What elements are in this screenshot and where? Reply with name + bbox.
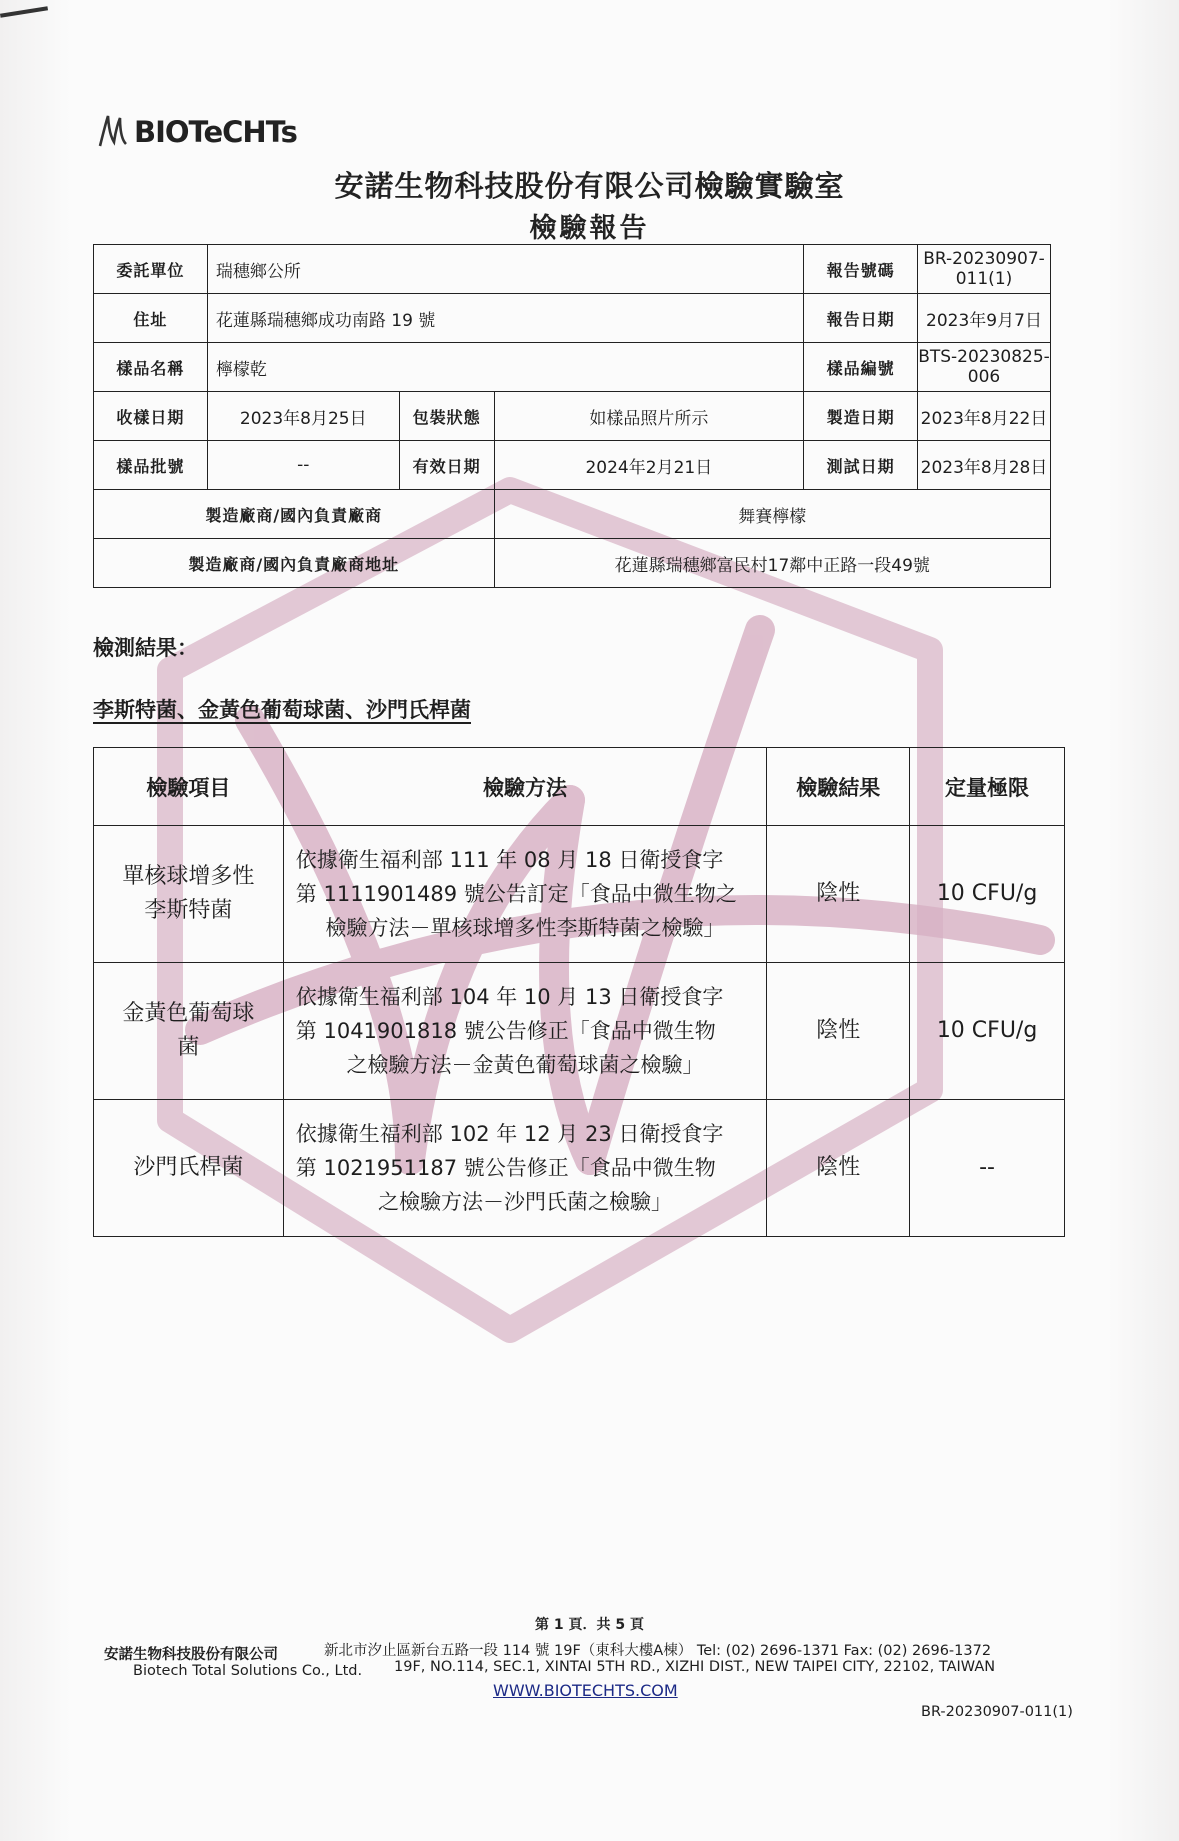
method-line: 之檢驗方法－金黃色葡萄球菌之檢驗」: [346, 1053, 704, 1077]
info-row: [94, 343, 1051, 392]
logo-text: BIOTeCHTs: [134, 115, 297, 149]
expiry-value: 2024年2月21日: [494, 441, 804, 490]
maker-address-label: 製造廠商/國內負責廠商地址: [94, 539, 495, 588]
results-subheading: 李斯特菌、金黃色葡萄球菌、沙門氏桿菌: [93, 698, 471, 722]
report-no-label: 報告號碼: [804, 245, 918, 294]
method-line: 檢驗方法－單核球增多性李斯特菌之檢驗」: [325, 916, 725, 940]
table-row: [94, 963, 1065, 1100]
manufactured-value: 2023年8月22日: [918, 392, 1051, 441]
quantification-limit: 10 CFU/g: [910, 963, 1065, 1100]
footer-company-en: Biotech Total Solutions Co., Ltd.: [133, 1663, 363, 1679]
method-line: 第 1021951187 號公告修正「食品中微生物: [295, 1156, 716, 1180]
packaging-label: 包裝狀態: [399, 392, 494, 441]
test-item: [94, 963, 284, 1100]
maker-address-value: 花蓮縣瑞穗鄉富民村17鄰中正路一段49號: [494, 539, 1050, 588]
test-item: [94, 826, 284, 963]
client-value: 瑞穗鄉公所: [207, 245, 803, 294]
header-item: 檢驗項目: [94, 748, 284, 826]
test-item-line: 金黃色葡萄球: [122, 1001, 255, 1026]
header-result: 檢驗結果: [767, 748, 910, 826]
method-line: 第 1111901489 號公告訂定「食品中微生物之: [295, 882, 737, 906]
test-date-value: 2023年8月28日: [918, 441, 1051, 490]
scan-artifact: [0, 6, 48, 17]
test-item-line: 單核球增多性: [122, 864, 255, 889]
method-line: 依據衛生福利部 102 年 12 月 23 日衛授食字: [295, 1122, 724, 1146]
client-label: 委託單位: [94, 245, 208, 294]
test-item-line: 李斯特菌: [144, 898, 233, 923]
test-method: [283, 963, 767, 1100]
report-date-value: 2023年9月7日: [918, 294, 1051, 343]
sample-name-label: 樣品名稱: [94, 343, 208, 392]
test-item-line: 菌: [177, 1035, 200, 1060]
received-label: 收樣日期: [94, 392, 208, 441]
test-date-label: 測試日期: [804, 441, 918, 490]
test-result: 陰性: [767, 1100, 910, 1237]
footer-company-zh: 安諾生物科技股份有限公司: [104, 1647, 278, 1663]
quantification-limit: --: [910, 1100, 1065, 1237]
info-row: [94, 392, 1051, 441]
table-row: [94, 1100, 1065, 1237]
sample-name-value: 檸檬乾: [207, 343, 803, 392]
website-link[interactable]: WWW.BIOTECHTS.COM: [493, 1681, 678, 1700]
test-result: 陰性: [767, 826, 910, 963]
address-value: 花蓮縣瑞穗鄉成功南路 19 號: [207, 294, 803, 343]
test-item: 沙門氏桿菌: [94, 1100, 284, 1237]
packaging-value: 如樣品照片所示: [494, 392, 804, 441]
info-row: [94, 294, 1051, 343]
test-method: [283, 826, 767, 963]
expiry-label: 有效日期: [399, 441, 494, 490]
method-line: 第 1041901818 號公告修正「食品中微生物: [295, 1019, 716, 1043]
test-result: 陰性: [767, 963, 910, 1100]
batch-label: 樣品批號: [94, 441, 208, 490]
method-line: 之檢驗方法－沙門氏菌之檢驗」: [378, 1190, 673, 1214]
maker-label: 製造廠商/國內負責廠商: [94, 490, 495, 539]
company-lab-title: 安諾生物科技股份有限公司檢驗實驗室: [334, 169, 845, 203]
test-method: [283, 1100, 767, 1237]
sample-no-label: 樣品編號: [804, 343, 918, 392]
sample-no-value: BTS-20230825-006: [918, 343, 1051, 392]
quantification-limit: 10 CFU/g: [910, 826, 1065, 963]
header-method: 檢驗方法: [283, 748, 767, 826]
report-date-label: 報告日期: [804, 294, 918, 343]
page-number: 第 1 頁．共 5 頁: [535, 1617, 644, 1633]
method-line: 依據衛生福利部 104 年 10 月 13 日衛授食字: [295, 985, 724, 1009]
table-row: [94, 826, 1065, 963]
sample-info-table: [93, 244, 1051, 588]
info-row: [94, 245, 1051, 294]
footer-report-no: BR-20230907-011(1): [921, 1704, 1073, 1720]
method-line: 依據衛生福利部 111 年 08 月 18 日衛授食字: [295, 848, 724, 872]
maker-value: 舞賽檸檬: [494, 490, 1050, 539]
results-header-row: [94, 748, 1065, 826]
document-title: 檢驗報告: [529, 213, 650, 244]
results-heading: 檢測結果：: [93, 636, 198, 660]
info-row: [94, 441, 1051, 490]
manufactured-label: 製造日期: [804, 392, 918, 441]
address-label: 住址: [94, 294, 208, 343]
footer-address-zh: 新北市汐止區新台五路一段 114 號 19F（東科大樓A棟） Tel: (02) 2696-1371 Fax: (02) 2696-1372: [324, 1643, 992, 1659]
company-logo: [98, 102, 297, 162]
header-limit: 定量極限: [910, 748, 1065, 826]
report-no-value: BR-20230907-011(1): [918, 245, 1051, 294]
results-table: [93, 747, 1065, 1237]
info-row: [94, 539, 1051, 588]
info-row: [94, 490, 1051, 539]
footer-address-en: 19F, NO.114, SEC.1, XINTAI 5TH RD., XIZHI DIST., NEW TAIPEI CITY, 22102, TAIWAN: [394, 1659, 996, 1675]
received-value: 2023年8月25日: [207, 392, 399, 441]
logo-mark-icon: [98, 112, 132, 152]
batch-value: --: [207, 441, 399, 490]
